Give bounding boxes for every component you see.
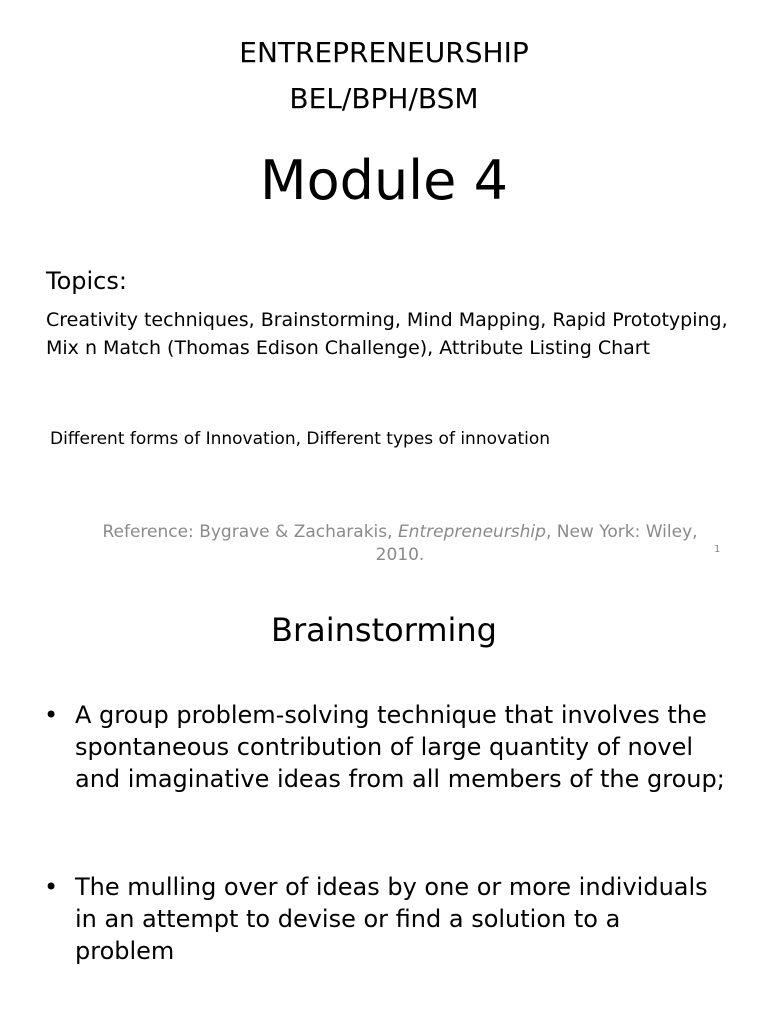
bullet-icon: • xyxy=(44,701,59,729)
reference-prefix: Reference: Bygrave & Zacharakis, xyxy=(102,522,398,542)
reference-citation xyxy=(80,521,720,567)
bullet-icon: • xyxy=(44,873,59,901)
topics-heading: Topics: xyxy=(46,267,127,295)
bullet-text: The mulling over of ideas by one or more individuals in an attempt to devise or find a solution to a problem xyxy=(75,873,708,965)
reference-suffix: , New York: Wiley, 2010. xyxy=(375,522,698,565)
slide-title: Brainstorming xyxy=(271,611,497,649)
course-code: BEL/BPH/BSM xyxy=(289,82,479,115)
reference-book-title: Entrepreneurship xyxy=(397,522,546,542)
course-title: ENTREPRENEURSHIP xyxy=(239,36,529,69)
bullet-text: A group problem-solving technique that involves the spontaneous contribution of large quantity of novel and imaginative ideas from all members of the group; xyxy=(75,701,725,793)
module-title: Module 4 xyxy=(260,149,508,212)
slide-number: 1 xyxy=(714,544,721,555)
slide-2 xyxy=(0,576,768,1024)
topics-list: Creativity techniques, Brainstorming, Mind Mapping, Rapid Prototyping, Mix n Match (Thomas Edison Challenge), Attribute Listing Chart xyxy=(46,309,728,359)
topics-innovation: Different forms of Innovation, Different types of innovation xyxy=(50,429,551,449)
